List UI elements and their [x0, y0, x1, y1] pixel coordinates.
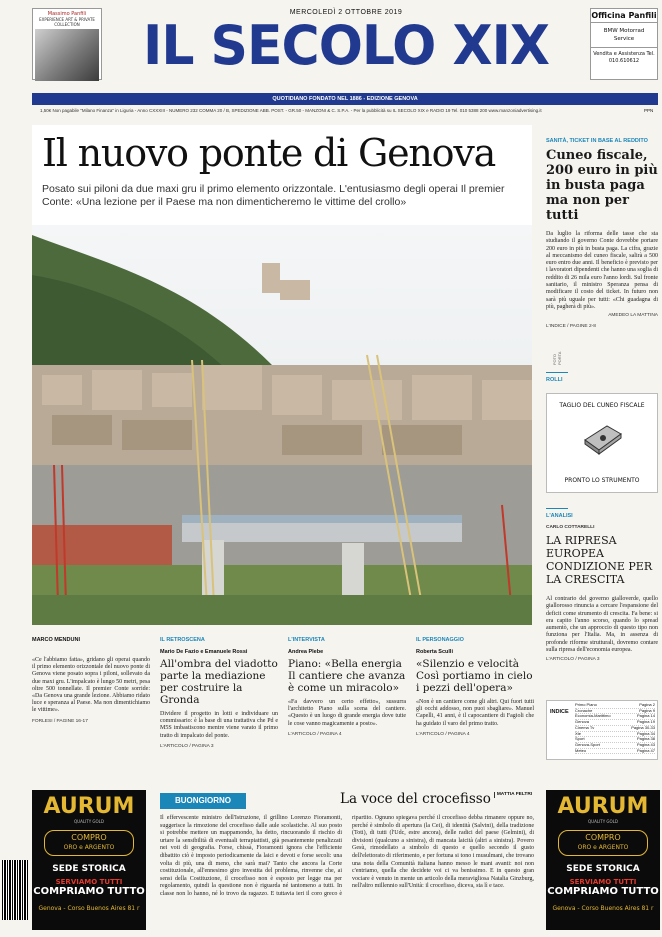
left-ear-ad[interactable]	[32, 8, 102, 80]
index-row-page: Pagina 14	[636, 713, 655, 719]
buongiorno-body: Il effervescente ministro dell'Istruzione, il grillino Lorenzo Fioramonti, suggerisce la rimozione del crocefisso dalle aule scolastiche. Al suo posto si potrebbe mettere un mappamondo, ha detto, rincuorando il rischio di urtare la sensibilità di eventuali terrapiattisti, già pesantemente penalizzati nei voti di geografia. Forse, chissà, Fioramonti ignora che l'efficiente dibattito ciò è imposto periodicamente da laici e devoti e forse secoli: una volta di più, una di meno, che sarà mai? Tanto che ancora la Corte costituzionale, all'ennesimo giro investita del problema, rinvenne che, ai sensi della Costituzione, il crocefisso non è esposto per legge ma per regolamento, quindi la questione non è riguarda né tantomeno a tutti. In classe non lo hanno, né lo trovo da ragazzo. E tuttavia ieri il coro greco è ripartito. Ognuno spiegava perché il crocefisso debba rimanere oppure no, perché è simbolo di apertura (la Cei), di identità (Salvini), della tradizione (Toti), di tutti (l'Udc, estre ancora), delle radici del paese (Gelmini), di divisioni (qualcuno a sinistra), di mancata laicità (altri a sinistra). Povero Gesù, rimodellato a simbolo di questo e quello secondo il gusto dell'elettorato di riferimento, e per fortuna si tono i musulmani, che trovano una nota della Comunità italiana hanno messo le mani avanti: noi non c'entriamo, quella che decidete voi ci va benissimo. E in questo gran vociare è venuto in mente un articolo della meravigliosa Natalia Ginzburg, nell'altro millennio sull'Unità: il crocefisso, diceva, sta lì e tace.	[160, 815, 534, 897]
column-author: Andrea Plebe	[288, 649, 324, 655]
ad-line1: COMPRO	[71, 833, 107, 842]
ad-line2: ORO e ARGENTO	[577, 844, 629, 851]
index-row-page: Pagina 47	[636, 747, 655, 753]
index-row-page: Pagina 38	[636, 736, 655, 742]
right-ear-contact: Vendita e Assistenza Tel. 010.610612	[591, 47, 657, 68]
pencil-sharpener-icon	[581, 416, 625, 456]
rolli-label: ROLLI	[546, 377, 563, 383]
left-ear-brand: Massimo Panfili	[47, 11, 87, 17]
photo-credit: FOTO PORTA	[552, 351, 562, 365]
ad-line4: SERVIAMO TUTTI	[55, 878, 123, 886]
right-ear-body: BMW Motorrad Service	[603, 28, 645, 42]
column-body: «Non è un cantiere come gli altri. Qui fuori tutti gli occhi addosso, non puoi sbagliare». Manuel Capelli, 41 anni, è il capocantiere di Fagioli che ha guidato il varo del primo tratto.	[416, 699, 534, 727]
column-ref: FORLESI / PAGINE 16-17	[32, 718, 88, 724]
column-retroscena[interactable]	[160, 637, 278, 749]
ad-line3: SEDE STORICA	[566, 864, 640, 874]
ad-address: Genova - Corso Buenos Aires 81 r	[38, 905, 140, 912]
column-title[interactable]: All'ombra del viadotto parte la mediazione per costruire la Gronda	[160, 658, 278, 706]
bridge-construction-photo	[32, 225, 532, 625]
index-row-page: Pagina 43	[636, 741, 655, 747]
index-row-page: Pagina 30-33	[631, 724, 655, 730]
index-row-name: Genova-Sport	[575, 741, 600, 747]
column-title[interactable]: Piano: «Bella energia Il cantiere che avanza è come un miracolo»	[288, 658, 406, 694]
column-body: «Fa davvero un certo effetto», sussurra l'architetto Piano sulla scena del cantiere. «Questo è un luogo di grande energia dove tutte le cose vanno magicamente a posto».	[288, 699, 406, 727]
index-label: INDICE	[550, 709, 569, 715]
ad-line5: COMPRIAMO TUTTO	[547, 886, 659, 897]
ad-line3: SEDE STORICA	[52, 864, 126, 874]
index-row-name: Genova	[575, 719, 590, 725]
rolli-label-wrap	[546, 372, 658, 383]
newspaper-logo[interactable]: IL SECOLO XIX	[142, 14, 550, 78]
buongiorno-tag: BUONGIORNO	[160, 793, 246, 809]
index-row-name: Economia-Marittimo	[575, 713, 611, 719]
cuneo-headline[interactable]: Cuneo fiscale, 200 euro in più in busta paga ma non per tutti	[546, 148, 658, 223]
cuneo-byline: AMEDEO LA MATTINA	[608, 313, 658, 319]
index-row-name: Primo Piano	[575, 702, 597, 707]
index-row-name: Xte	[575, 730, 582, 736]
analisi-label: L'ANALISI	[546, 513, 573, 519]
cuneo-fiscale-story[interactable]	[546, 138, 658, 329]
index-row-name: Cinema Tv	[575, 724, 595, 730]
hero-headline[interactable]: Il nuovo ponte di Genova	[42, 131, 496, 175]
buongiorno-author: MATTIA FELTRI	[494, 792, 534, 798]
right-ear-ad[interactable]	[590, 8, 658, 80]
right-ear-title: Officina Panfili	[591, 9, 657, 23]
ad-line4: SERVIAMO TUTTI	[569, 878, 637, 886]
cuneo-body: Da luglio la riforma delle tasse che sta studiando il governo Conte dovrebbe portare 200 euro in più in busta paga. La cifra, grazie al meccanismo del cuneo fiscale, salirà a 500 euro entro due anni. Il beneficio è previsto per i lavoratori dipendenti che hanno una soglia di reddito di 26 mila euro l'anno lordi. Sul fronte sanitario, il ministro Speranza pensa di modificare il costo del ticket. In futuro non sarà più uguale per tutti: «Chi guadagna di più, pagherà di più».	[546, 231, 658, 310]
index-row-page: Pagina 34	[636, 730, 655, 736]
ad-line5: COMPRIAMO TUTTO	[33, 886, 145, 897]
barcode	[2, 860, 28, 920]
aurum-ad-right[interactable]	[546, 790, 660, 930]
issue-date: MERCOLEDÌ 2 OTTOBRE 2019	[289, 9, 403, 16]
rolli-rule	[546, 372, 568, 373]
cuneo-kicker: SANITÀ, TICKET IN BASE AL REDDITO	[546, 138, 648, 144]
ad-address: Genova - Corso Buenos Aires 81 r	[552, 905, 654, 912]
aurum-ad-left[interactable]	[32, 790, 146, 930]
analisi-ref: L'ARTICOLO / PAGINA 3	[546, 657, 600, 663]
left-ear-sub: EXPERIENCE ART & PRIVATE COLLECTION	[39, 17, 95, 27]
column-ref: L'ARTICOLO / PAGINA 4	[288, 731, 342, 737]
index-row-page: Pagina 2	[639, 702, 655, 707]
analisi-story[interactable]	[546, 508, 658, 662]
index-row-page: Pagina 9	[639, 707, 655, 713]
ad-line2: ORO e ARGENTO	[63, 844, 115, 851]
ad-compro-badge	[44, 830, 134, 856]
analisi-title[interactable]: LA RIPRESA EUROPEA CONDIZIONE PER LA CRESCITA	[546, 534, 653, 586]
column-personaggio[interactable]	[416, 637, 534, 737]
column-title[interactable]: «Silenzio e velocità Così portiamo in cielo i pezzi dell'opera»	[416, 658, 533, 694]
column-intervista[interactable]	[288, 637, 406, 737]
analisi-rule	[546, 508, 568, 509]
ad-brand: AURUM	[43, 794, 135, 819]
index-row-name: Cronache	[575, 707, 593, 713]
cuneo-ref: L'INDICE / PAGINE 2-8	[546, 324, 596, 330]
index-box[interactable]	[546, 700, 658, 760]
column-author: Mario De Fazio e Emanuele Rossi	[160, 649, 248, 655]
hero-subhead: Posato sui piloni da due maxi gru il primo elemento orizzontale. L'entusiasmo degli operai Il premier Conte: «Una lezione per il Paese ma non dimenticheremo le vittime del crollo»	[42, 183, 505, 208]
ppn-mark: PPN	[644, 108, 654, 113]
ad-tagline: QUALITY GOLD	[74, 819, 104, 824]
column-ref: L'ARTICOLO / PAGINA 3	[160, 743, 214, 749]
buongiorno-title[interactable]: La voce del crocefisso	[340, 791, 491, 807]
index-rows	[575, 703, 655, 754]
index-row-name: Meteo	[575, 747, 587, 753]
ad-brand: AURUM	[557, 794, 649, 819]
column-body: «Ce l'abbiamo fatta», gridano gli operai quando il primo elemento orizzontale del nuovo ponte di Genova viene posato sopra i piloni, sollevato da due maxi gru. L'impalcato è lungo 50 metri, pesa oltre 500 tonnellate. Il premier Conte sorride: «Da Genova una grande lezione. Abbiamo ridato luce e speranza al Paese. Ma non dimentichiamo le vittime».	[32, 657, 150, 714]
founded-bar: QUOTIDIANO FONDATO NEL 1886 - EDIZIONE GENOVA	[32, 93, 658, 105]
ad-compro-badge	[558, 830, 648, 856]
vignette-bottom-text: PRONTO LO STRUMENTO	[564, 477, 640, 484]
vignette-top-text: TAGLIO DEL CUNEO FISCALE	[559, 402, 645, 409]
column-ref: L'ARTICOLO / PAGINA 4	[416, 731, 470, 737]
column-author: Roberta Sculli	[416, 649, 453, 655]
column-menduni[interactable]	[32, 637, 150, 724]
column-body: Dividere il progetto in lotti e individuare un commissario: è la base di una trattativa che Pd e M5S imbastiscono mentre viene varato il primo tratto di impalcato del ponte.	[160, 711, 278, 739]
ad-line1: COMPRO	[585, 833, 621, 842]
analisi-body: Al contrario del governo gialloverde, quello giallorosso rinuncia a cercare l'espansione del deficit come strumento di crescita. Fa bene: si era capito l'anno scorso, quando lo spread aumentò, che un approccio di questo tipo non funziona per l'Italia. Ma, in assenza di profonde riforme strutturali, dovremo contare sulla ripresa dell'economia europea.	[546, 596, 658, 654]
info-line: 1,50€ Non pagabile "Milano Finanza" in Liguria - Anno CXXXIII - NUMERO 232 COMMA 20 / B, SPEDIZIONE ABB. POST. - GR.50 - MANZONI & C. S.P.A. - Per la pubblicità su IL SECOLO XIX e RADIO 19 Tel. 010 5388 200 www.manzoniadvertising.it	[40, 108, 542, 113]
column-label: MARCO MENDUNI	[32, 637, 80, 643]
motorcycle-image	[35, 29, 99, 81]
index-row-page: Pagina 19	[636, 719, 655, 725]
analisi-author: CARLO COTTARELLI	[546, 525, 595, 530]
column-label: IL PERSONAGGIO	[416, 637, 464, 643]
column-label: IL RETROSCENA	[160, 637, 205, 643]
rolli-vignette[interactable]	[546, 393, 658, 493]
index-row[interactable]	[575, 749, 655, 755]
ad-tagline: QUALITY GOLD	[588, 819, 618, 824]
index-row-name: Sport	[575, 736, 585, 742]
column-label: L'INTERVISTA	[288, 637, 325, 643]
